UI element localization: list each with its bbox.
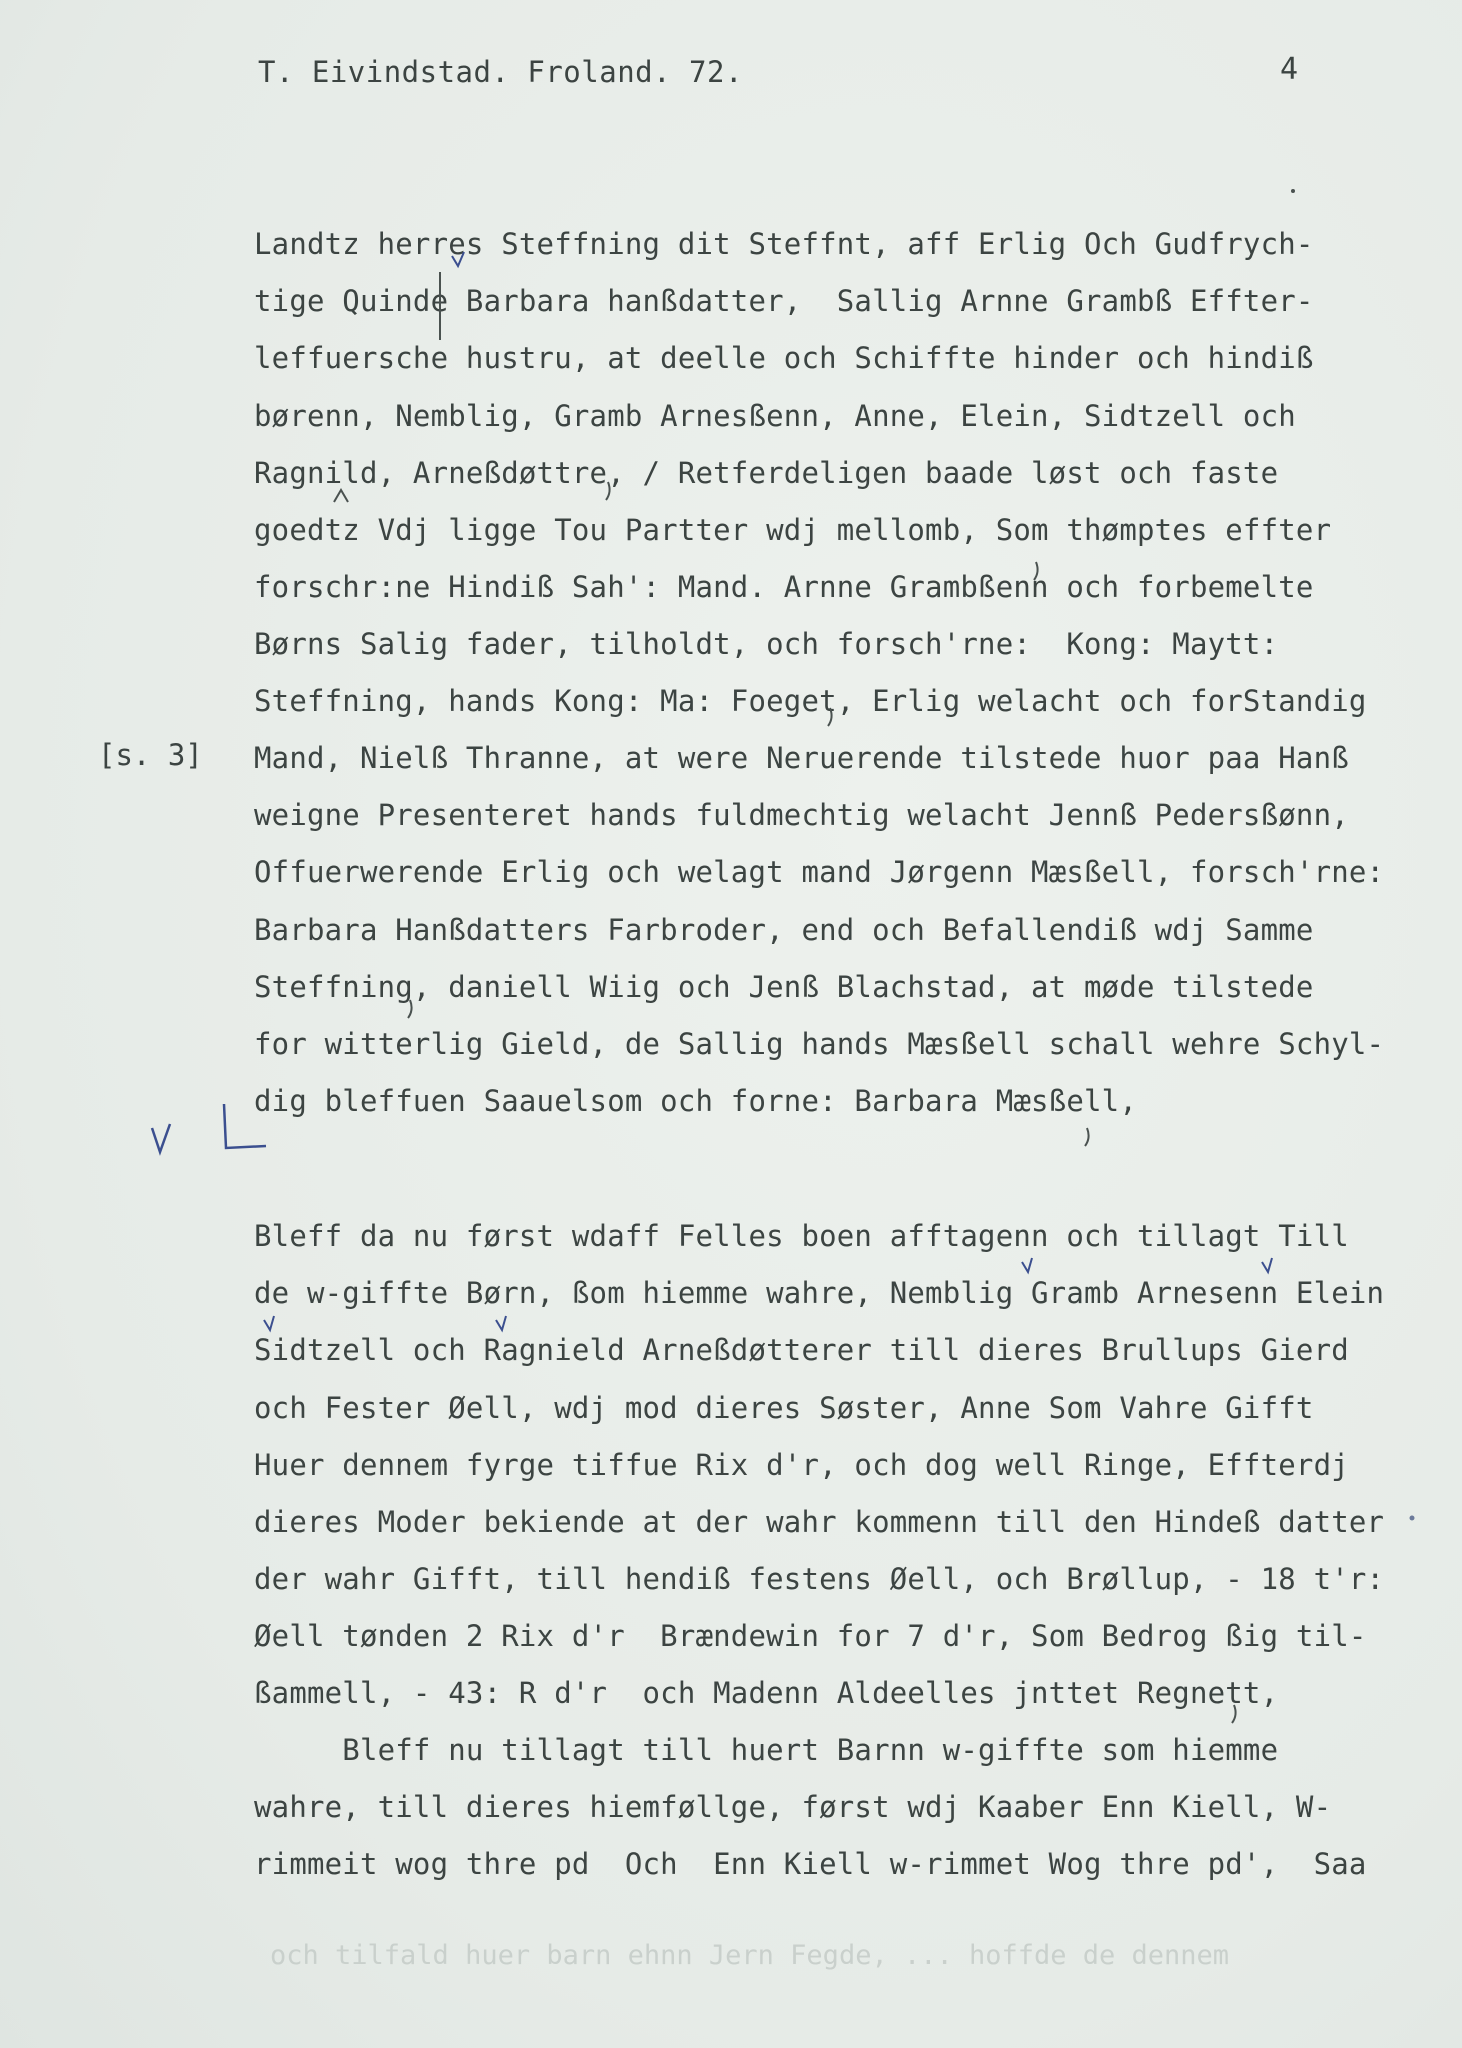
text-line: Barbara Hanßdatters Farbroder, end och Befallendiß wdj Samme bbox=[254, 913, 1314, 947]
ink-dot-icon bbox=[1410, 1516, 1415, 1521]
text-line: Ragnild, Arneßdøttre, / Retferdeligen baade løst och faste bbox=[254, 456, 1279, 490]
margin-reference: [s. 3] bbox=[98, 738, 203, 772]
text-line: Børns Salig fader, tilholdt, och forsch'rne: Kong: Maytt: bbox=[254, 627, 1279, 661]
pen-comma-icon bbox=[1085, 1128, 1089, 1146]
text-line: tige Quinde Barbara hanßdatter, Sallig Arnne Grambß Effter- bbox=[254, 284, 1314, 318]
page-header: T. Eivindstad. Froland. 72. bbox=[258, 55, 743, 89]
text-line: rimmeit wog thre pd Och Enn Kiell w-rimmet Wog thre pd', Saa bbox=[254, 1847, 1367, 1881]
check-mark-icon bbox=[264, 1316, 274, 1330]
text-line: ßammell, - 43: R d'r och Madenn Aldeelles jnttet Regnett, bbox=[254, 1676, 1279, 1710]
text-line: Bleff da nu først wdaff Felles boen afftagenn och tillagt Till bbox=[254, 1219, 1349, 1253]
text-line: leffuersche hustru, at deelle och Schiffte hinder och hindiß bbox=[254, 341, 1314, 375]
page-number: 4 bbox=[1280, 52, 1299, 87]
text-line: goedtz Vdj ligge Tou Partter wdj mellomb, Som thømptes effter bbox=[254, 513, 1332, 547]
text-line: Øell tønden 2 Rix d'r Brændewin for 7 d'r, Som Bedrog ßig til- bbox=[254, 1619, 1367, 1653]
text-line: och Fester Øell, wdj mod dieres Søster, Anne Som Vahre Gifft bbox=[254, 1391, 1314, 1425]
text-line: de w-giffte Børn, ßom hiemme wahre, Nemblig Gramb Arnesenn Elein bbox=[254, 1276, 1385, 1310]
ink-dot-icon bbox=[1291, 189, 1295, 193]
faint-bleedthrough-line: och tilfald huer barn ehnn Jern Fegde, ... hoffde de dennem bbox=[270, 1940, 1230, 1971]
caret-mark-icon bbox=[334, 490, 348, 502]
text-line: børenn, Nemblig, Gramb Arnesßenn, Anne, Elein, Sidtzell och bbox=[254, 399, 1296, 433]
text-line: Offuerwerende Erlig och welagt mand Jørgenn Mæsßell, forsch'rne: bbox=[254, 855, 1385, 889]
check-mark-icon bbox=[1262, 1258, 1272, 1272]
text-line: Huer dennem fyrge tiffue Rix d'r, och dog well Ringe, Effterdj bbox=[254, 1448, 1349, 1482]
check-mark-icon bbox=[496, 1316, 506, 1330]
text-line: for witterlig Gield, de Sallig hands Mæsßell schall wehre Schyl- bbox=[254, 1027, 1385, 1061]
text-line: dig bleffuen Saauelsom och forne: Barbara Mæsßell, bbox=[254, 1084, 1137, 1118]
check-mark-icon bbox=[152, 1124, 170, 1152]
text-line: Landtz herres Steffning dit Steffnt, aff Erlig Och Gudfrych- bbox=[254, 227, 1314, 261]
text-line: Mand, Nielß Thranne, at were Neruerende tilstede huor paa Hanß bbox=[254, 741, 1349, 775]
text-line: der wahr Gifft, till hendiß festens Øell, och Brøllup, - 18 t'r: bbox=[254, 1562, 1385, 1596]
text-line: wahre, till dieres hiemføllge, først wdj Kaaber Enn Kiell, W- bbox=[254, 1790, 1332, 1824]
text-line: dieres Moder bekiende at der wahr kommenn till den Hindeß datter bbox=[254, 1505, 1385, 1539]
text-line: Steffning, hands Kong: Ma: Foeget, Erlig welacht och forStandig bbox=[254, 684, 1367, 718]
text-line: forschr:ne Hindiß Sah': Mand. Arnne Grambßenn och forbemelte bbox=[254, 570, 1314, 604]
text-line: Steffning, daniell Wiig och Jenß Blachstad, at møde tilstede bbox=[254, 970, 1314, 1004]
text-line: Sidtzell och Ragnield Arneßdøtterer till dieres Brullups Gierd bbox=[254, 1333, 1349, 1367]
check-mark-icon bbox=[1022, 1258, 1032, 1272]
text-line: weigne Presenteret hands fuldmechtig welacht Jennß Pedersßønn, bbox=[254, 798, 1349, 832]
text-line: Bleff nu tillagt till huert Barnn w-giffte som hiemme bbox=[254, 1733, 1279, 1767]
